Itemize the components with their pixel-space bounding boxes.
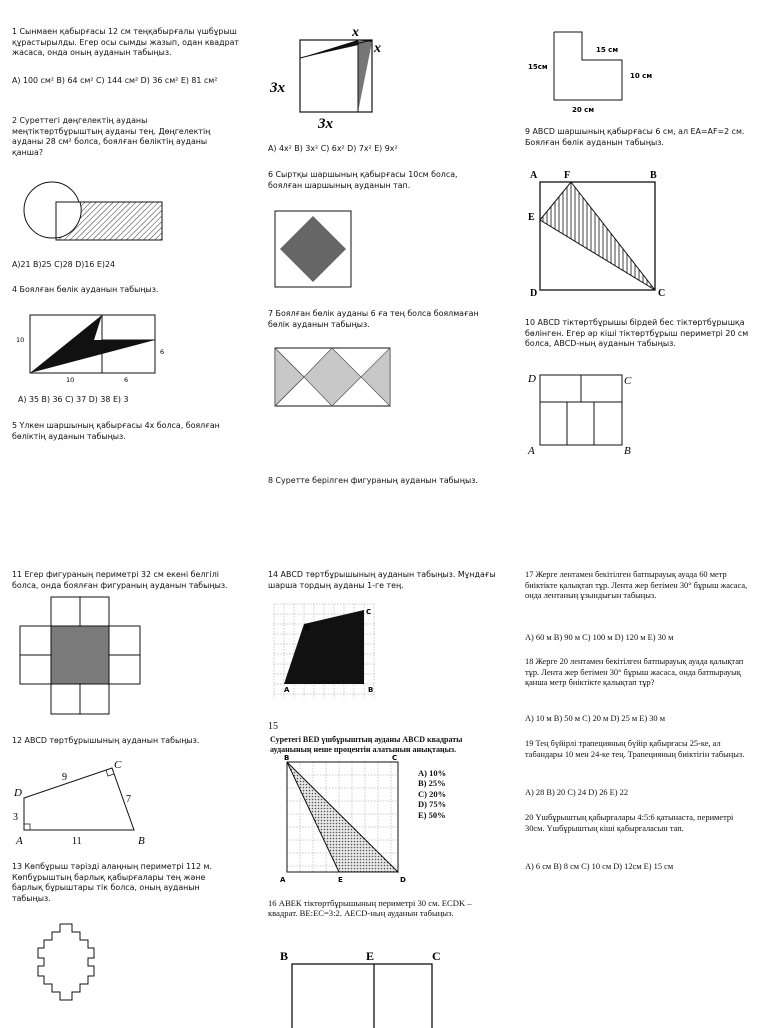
svg-text:20 см: 20 см <box>572 106 595 114</box>
svg-text:E: E <box>366 949 375 963</box>
problem-9-figure <box>526 168 676 298</box>
problem-18-answers: А) 10 м В) 50 м С) 20 м D) 25 м Е) 30 м <box>525 714 666 723</box>
problem-11-text: 11 Егер фигураның периметрі 32 см екені белгілі болса, онда боялған фигураның ауданын табыңыз. <box>12 570 228 590</box>
problem-20-answers: А) 6 см В) 8 см С) 10 см D) 12см Е) 15 см <box>525 862 674 871</box>
svg-text:x: x <box>374 41 381 56</box>
svg-text:3x: 3x <box>270 80 285 96</box>
shaded-square <box>51 626 109 684</box>
problem-17-answers: А) 60 м В) 90 м С) 100 м D) 120 м Е) 30 м <box>525 633 674 642</box>
problem-3-answers: А) 4x² В) 3x² С) 6x² D) 7x² Е) 9x² <box>268 144 398 153</box>
problem-10-figure <box>526 370 646 460</box>
svg-text:A: A <box>528 445 535 457</box>
problem-20-text: 20 Үшбұрыштың қабырғалары 4:5:6 қатынаста, периметрі 30см. Үшбұрыштың кіші қабырғаласын тап. <box>525 813 734 833</box>
problem-6-text: 6 Сыртқы шаршының қабырғасы 10см болса, боялған шаршының ауданын тап. <box>268 170 458 190</box>
svg-text:D: D <box>14 787 22 799</box>
svg-text:B: B <box>624 445 631 457</box>
svg-text:A: A <box>530 170 538 181</box>
problem-7-figure <box>274 347 394 409</box>
svg-text:D: D <box>528 373 536 385</box>
svg-text:F: F <box>564 170 571 181</box>
figure-l-shape <box>526 28 676 118</box>
problem-4-answers: А) 35 В) 36 С) 37 D) 38 Е) 3 <box>18 395 129 404</box>
problem-1-text: 1 Сынмаен қабырғасы 12 см теңқабырғалы үшбұрыш құрастырылды. Егер осы сымды жазып, одан квадрат жасаса, онда оның ауданын табыңыз. <box>12 27 240 58</box>
svg-text:10: 10 <box>16 336 25 344</box>
problem-5-text: 5 Үлкен шаршының қабырғасы 4х болса, боялған бөліктің ауданын табыңыз. <box>12 421 220 441</box>
problem-16-text: 16 АВЕК тіктөртбұрышының периметрі 30 см. ЕСDK – квадрат. ВЕ:ЕС=3:2. АЕСD-ның ауданын табыңыз. <box>268 898 472 919</box>
problem-15-number: 15 <box>268 721 278 732</box>
problem-7-text: 7 Боялған бөлік ауданы 6 ға тең болса боялмаған бөлік ауданын табыңыз. <box>268 309 479 329</box>
svg-text:B: B <box>650 170 657 181</box>
svg-text:A: A <box>280 876 286 884</box>
problem-10-text: 10 АВСD тіктөртбұрышы бірдей бес тіктөртбұрышқа бөлінген. Егер әр кіші тіктөртбұрыш периметрі 20 см болса, АВСD-ның ауданын табыңыз. <box>525 318 749 349</box>
svg-text:D: D <box>400 876 406 884</box>
problem-3-figure <box>268 22 398 132</box>
svg-text:E: E <box>338 876 343 884</box>
problem-6-figure <box>274 210 354 290</box>
problem-9-text: 9 АВСD шаршының қабырғасы 6 см, ал EA=AF=2 см. Боялған бөлік ауданын табыңыз. <box>525 127 745 147</box>
problem-15-answers: A) 10% B) 25% C) 20% D) 75% E) 50% <box>418 768 447 820</box>
svg-text:10: 10 <box>66 376 75 384</box>
svg-text:3: 3 <box>13 812 18 823</box>
svg-text:B: B <box>284 754 290 762</box>
problem-4-text: 4 Боялған бөлік ауданын табыңыз. <box>12 285 159 294</box>
problem-15-text: Суретегі BED үшбұрыштың ауданы ABCD квадраты ауданының неше процентін алатынын анықтаңыз. <box>270 735 463 754</box>
problem-19-text: 19 Тең бүйірлі трапецияның бүйір қабырғасы 25-ке, ал табандары 10 мен 24-ке тең. Трапецияның биіктігін табыңыз. <box>525 739 745 759</box>
svg-text:10 см: 10 см <box>630 72 653 80</box>
svg-text:6: 6 <box>124 376 129 384</box>
svg-text:C: C <box>658 288 666 299</box>
problem-8-text: 8 Суретте берілген фигураның ауданын табыңыз. <box>268 476 478 485</box>
svg-text:B: B <box>280 949 289 963</box>
svg-text:D: D <box>530 288 538 299</box>
svg-text:3x: 3x <box>318 116 333 132</box>
svg-text:C: C <box>114 759 122 771</box>
svg-text:C: C <box>392 754 398 762</box>
svg-text:9: 9 <box>62 772 67 783</box>
problem-17-text: 17 Жерге лентамен бекітілген батпырауық ауада 60 метр биіктікте қалықтап тұр. Лента жер бетімен 30° бұрыш жасаса, онда лентаның ұзындығын табыңыз. <box>525 570 748 601</box>
svg-text:11: 11 <box>72 836 82 847</box>
problem-12-figure <box>10 756 160 848</box>
problem-13-text: 13 Көпбұрыш тәрізді алаңның периметрі 112 м. Көпбұрыштың барлық қабырғалары тең және барлық бұрыштары тік болса, оның ауданын табыңыз. <box>12 862 212 903</box>
svg-text:D: D <box>304 624 310 632</box>
problem-19-answers: А) 28 В) 20 С) 24 D) 26 Е) 22 <box>525 788 629 797</box>
problem-16-figure <box>278 948 458 1028</box>
problem-4-figure <box>12 310 172 385</box>
problem-11-figure <box>20 597 150 722</box>
problem-12-text: 12 АВСD төртбұрышының ауданын табыңыз. <box>12 736 200 745</box>
svg-text:C: C <box>624 375 632 387</box>
svg-text:A: A <box>16 835 23 847</box>
svg-text:15 см: 15 см <box>596 46 619 54</box>
svg-text:15см: 15см <box>528 63 548 71</box>
problem-2-answers: А)21 В)25 С)28 D)16 Е)24 <box>12 260 116 269</box>
shaded-triangle <box>287 762 398 872</box>
svg-text:B: B <box>368 686 374 694</box>
svg-text:x: x <box>352 25 359 40</box>
problem-13-figure <box>20 922 110 1022</box>
svg-text:E: E <box>528 212 535 223</box>
svg-text:7: 7 <box>126 794 131 805</box>
svg-text:C: C <box>366 608 372 616</box>
problem-18-text: 18 Жерге 20 лентамен бекітілген батпырауық ауада қалықтап тұр. Лента жер бетімен 30° бұрыш жасаса, онда батпырауық қанша метр биіктікте қалықтап тұр? <box>525 657 744 688</box>
problem-14-text: 14 АВСD төртбұрышының ауданын табыңыз. Мұндағы шарша тордың ауданы 1-ге тең. <box>268 570 496 590</box>
problem-2-text: 2 Суреттегі дөңгелектің ауданы меңтіктөртбұрыштың ауданы тең. Дөңгелектің ауданы 28 см² болса, боялған бөліктің ауданы қанша? <box>12 116 211 157</box>
svg-text:A: A <box>284 686 290 694</box>
svg-text:C: C <box>432 949 441 963</box>
svg-text:6: 6 <box>160 348 165 356</box>
shaded-quadrilateral <box>284 610 364 684</box>
problem-1-answers: А) 100 см² В) 64 см² С) 144 см² D) 36 см² Е) 81 см² <box>12 76 218 85</box>
svg-text:B: B <box>138 835 145 847</box>
problem-2-figure <box>22 180 172 250</box>
problem-14-figure <box>272 602 392 702</box>
